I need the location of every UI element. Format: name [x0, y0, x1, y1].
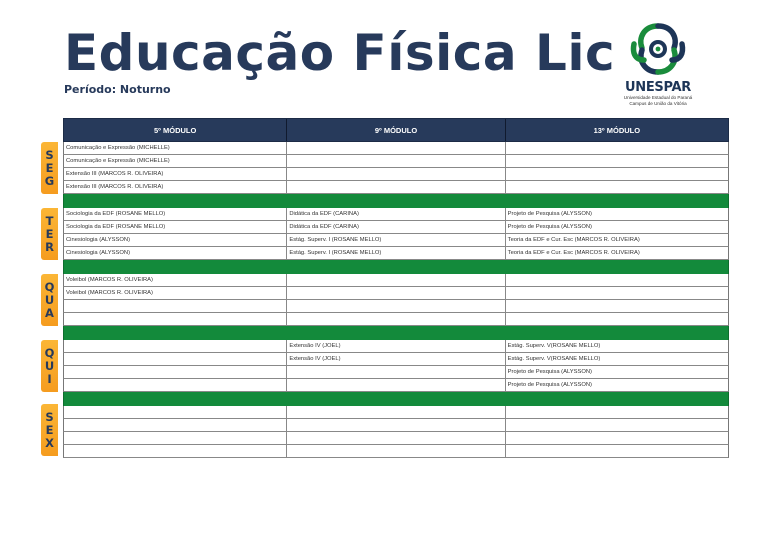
table-cell: [287, 274, 505, 286]
table-header: [63, 118, 729, 142]
day-letter: X: [45, 435, 54, 450]
day-label-qui: [41, 340, 58, 392]
table-cell: [64, 340, 287, 352]
table-row: [63, 221, 729, 234]
day-label-sex: [41, 404, 58, 456]
table-cell: [64, 406, 287, 418]
table-cell: [64, 379, 287, 391]
table-cell: Estág. Superv. V(ROSANE MELLO): [507, 356, 601, 362]
schedule-table: [63, 118, 729, 458]
unespar-logo: [620, 20, 696, 106]
day-letter: R: [45, 239, 54, 254]
logo-campus: Campus de União da Vitória: [629, 101, 687, 106]
day-letter: G: [44, 173, 55, 188]
day-separator: [63, 194, 729, 208]
table-row: [63, 208, 729, 221]
day-letter: S: [45, 409, 54, 424]
table-cell: [287, 287, 505, 299]
day-letter: Q: [44, 345, 55, 360]
column-header-9: 9º MÓDULO: [287, 119, 505, 141]
table-cell: [287, 366, 505, 378]
day-letter: E: [45, 422, 54, 437]
table-cell: [64, 353, 287, 365]
day-block-qui: [63, 340, 729, 392]
table-row: [63, 234, 729, 247]
table-row: [63, 181, 729, 194]
column-header-13: 13º MÓDULO: [593, 125, 641, 135]
day-letter: E: [45, 226, 54, 241]
table-row: [63, 274, 729, 287]
table-cell: [287, 300, 505, 312]
table-row: [63, 155, 729, 168]
table-cell: Comunicação e Expressão (MICHELLE): [64, 142, 287, 154]
day-separator: [63, 326, 729, 340]
table-cell: [287, 419, 505, 431]
day-letter: U: [44, 292, 55, 307]
table-row: [63, 432, 729, 445]
table-row: [63, 168, 729, 181]
day-label-seg: [41, 142, 58, 194]
table-cell: Extensão IV (JOEL): [287, 340, 505, 352]
table-cell: Comunicação e Expressão (MICHELLE): [64, 155, 287, 167]
table-cell: [287, 155, 505, 167]
table-row: [63, 142, 729, 155]
table-cell: [287, 181, 505, 193]
table-cell: [506, 432, 728, 444]
day-letter: S: [45, 147, 54, 162]
day-letter: T: [45, 213, 54, 228]
table-cell: [287, 313, 505, 325]
table-cell: [64, 432, 287, 444]
table-cell: [506, 313, 728, 325]
table-row: [63, 247, 729, 260]
table-cell: [506, 419, 728, 431]
day-letter: U: [44, 358, 55, 373]
table-cell: [506, 142, 728, 154]
logo-university: Universidade Estadual do Paraná: [623, 95, 693, 100]
table-cell: [287, 168, 505, 180]
table-cell: Voleibol (MARCOS R. OLIVEIRA): [64, 274, 287, 286]
table-row: [63, 366, 729, 379]
table-cell: [287, 445, 505, 457]
table-cell: Voleibol (MARCOS R. OLIVEIRA): [64, 287, 287, 299]
table-row: [63, 445, 729, 458]
table-cell: [64, 300, 287, 312]
table-cell: Didática da EDF (CARINA): [287, 208, 505, 220]
day-block-qua: [63, 274, 729, 326]
table-cell: Projeto de Pesquisa (ALYSSON): [507, 382, 592, 388]
table-cell: [64, 366, 287, 378]
table-cell: [506, 274, 728, 286]
table-cell: [287, 142, 505, 154]
table-cell: Estág. Superv. V(ROSANE MELLO): [507, 343, 601, 349]
day-block-sex: [63, 406, 729, 458]
day-block-ter: [63, 208, 729, 260]
day-separator: [63, 260, 729, 274]
table-row: [63, 287, 729, 300]
table-cell: [506, 181, 728, 193]
table-cell: Projeto de Pesquisa (ALYSSON): [507, 211, 592, 217]
day-label-ter: [41, 208, 58, 260]
table-cell: Projeto de Pesquisa (ALYSSON): [507, 224, 592, 230]
table-cell: [64, 419, 287, 431]
table-cell: [287, 432, 505, 444]
day-letter: Q: [44, 279, 55, 294]
table-cell: Cinesiologia (ALYSSON): [64, 234, 287, 246]
day-letter: E: [45, 160, 54, 175]
table-row: [63, 340, 729, 353]
table-cell: [287, 406, 505, 418]
table-cell: [64, 313, 287, 325]
logo-name: UNESPAR: [625, 80, 691, 95]
table-cell: Estág. Superv. I (ROSANE MELLO): [287, 234, 505, 246]
table-cell: Teoria da EDF e Cur. Esc (MARCOS R. OLIVEIRA): [507, 237, 640, 243]
table-row: [63, 313, 729, 326]
table-cell: Estág. Superv. I (ROSANE MELLO): [287, 247, 505, 259]
table-cell: [64, 445, 287, 457]
table-cell: Teoria da EDF e Cur. Esc (MARCOS R. OLIVEIRA): [507, 250, 640, 256]
table-cell: [506, 445, 728, 457]
day-separator: [63, 392, 729, 406]
table-row: [63, 406, 729, 419]
table-row: [63, 419, 729, 432]
period-subtitle: Período: Noturno: [64, 83, 171, 96]
table-cell: Extensão III (MARCOS R. OLIVEIRA): [64, 168, 287, 180]
table-cell: Cinesiologia (ALYSSON): [64, 247, 287, 259]
table-cell: Sociologia da EDF (ROSANE MELLO): [64, 208, 287, 220]
table-cell: Projeto de Pesquisa (ALYSSON): [507, 369, 592, 375]
table-cell: [506, 406, 728, 418]
day-letter: A: [45, 305, 54, 320]
table-cell: [506, 155, 728, 167]
table-cell: [506, 168, 728, 180]
table-row: [63, 379, 729, 392]
day-block-seg: [63, 142, 729, 194]
table-row: [63, 300, 729, 313]
day-letter: I: [47, 371, 52, 386]
table-cell: [287, 379, 505, 391]
table-cell: Extensão III (MARCOS R. OLIVEIRA): [64, 181, 287, 193]
page-title: Educação Física Lic: [64, 24, 616, 82]
day-label-qua: [41, 274, 58, 326]
table-cell: [506, 300, 728, 312]
table-cell: [506, 287, 728, 299]
table-cell: Didática da EDF (CARINA): [287, 221, 505, 233]
table-cell: Sociologia da EDF (ROSANE MELLO): [64, 221, 287, 233]
table-cell: Extensão IV (JOEL): [287, 353, 505, 365]
column-header-5: 5º MÓDULO: [64, 119, 287, 141]
unespar-emblem-icon: [628, 20, 688, 78]
table-row: [63, 353, 729, 366]
